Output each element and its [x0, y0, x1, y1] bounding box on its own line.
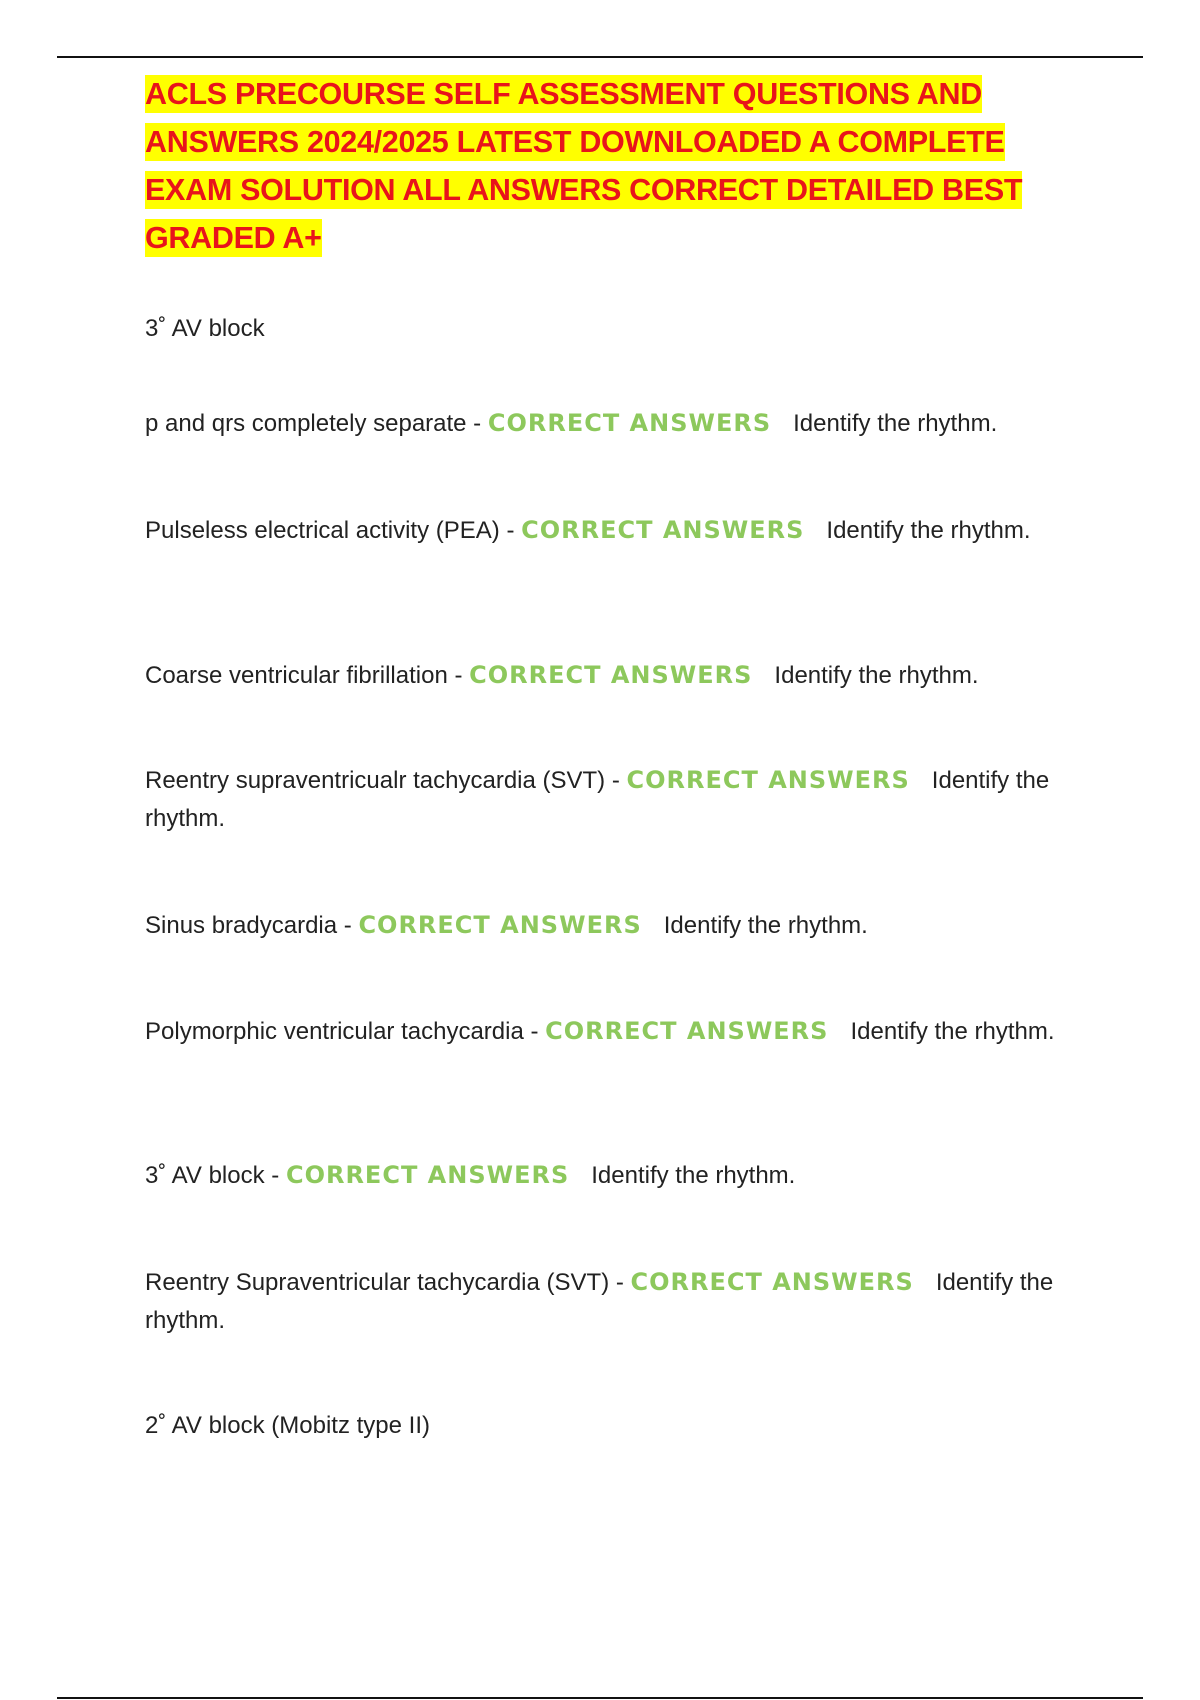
document-body [145, 70, 1075, 1439]
correct-answers-tag: CORRECT ANSWERS [521, 516, 805, 544]
question-text: Identify the rhythm. [145, 1269, 1054, 1334]
answer-text: Coarse ventricular fibrillation - [145, 662, 470, 689]
correct-answers-tag: CORRECT ANSWERS [545, 1017, 829, 1045]
question-text: Identify the rhythm. [774, 662, 979, 689]
qa-item [145, 1012, 1075, 1051]
answer-text: p and qrs completely separate - [145, 410, 488, 437]
question-text: Identify the rhythm. [145, 767, 1050, 832]
qa-item [145, 1263, 1075, 1340]
question-text: Identify the rhythm. [793, 410, 998, 437]
title-highlight: ACLS PRECOURSE SELF ASSESSMENT QUESTIONS AND ANSWERS 2024/2025 LATEST DOWNLOADED A COMPLETE EXAM SOLUTION ALL ANSWERS CORRECT DETAILED BEST GRADED A+ [145, 77, 1023, 255]
correct-answers-tag: CORRECT ANSWERS [285, 1161, 570, 1189]
question-text: Identify the rhythm. [850, 1018, 1055, 1045]
question-text: Identify the rhythm. [591, 1162, 796, 1189]
answer-text: Reentry supraventricualr tachycardia (SVT) - [145, 767, 627, 794]
qa-item [145, 761, 1075, 838]
intro-line: 3˚ AV block [145, 315, 265, 342]
correct-answers-tag: CORRECT ANSWERS [487, 409, 772, 437]
qa-item [145, 656, 1075, 695]
qa-item [145, 906, 1075, 945]
answer-text: Sinus bradycardia - [145, 912, 359, 939]
trailing-line: 2˚ AV block (Mobitz type II) [145, 1412, 430, 1439]
qa-item [145, 1156, 1075, 1195]
answer-text: 3˚ AV block - [145, 1162, 286, 1189]
correct-answers-tag: CORRECT ANSWERS [469, 661, 753, 689]
correct-answers-tag: CORRECT ANSWERS [626, 766, 910, 794]
qa-item [145, 511, 1075, 550]
answer-text: Pulseless electrical activity (PEA) - [145, 517, 522, 544]
correct-answers-tag: CORRECT ANSWERS [358, 911, 642, 939]
question-text: Identify the rhythm. [663, 912, 868, 939]
qa-item [145, 404, 1075, 443]
top-rule [57, 56, 1143, 58]
correct-answers-tag: CORRECT ANSWERS [630, 1268, 914, 1296]
answer-text: Reentry Supraventricular tachycardia (SVT) - [145, 1269, 631, 1296]
question-text: Identify the rhythm. [826, 517, 1031, 544]
document-title [145, 70, 1075, 262]
bottom-rule [57, 1697, 1143, 1699]
answer-text: Polymorphic ventricular tachycardia - [145, 1018, 546, 1045]
